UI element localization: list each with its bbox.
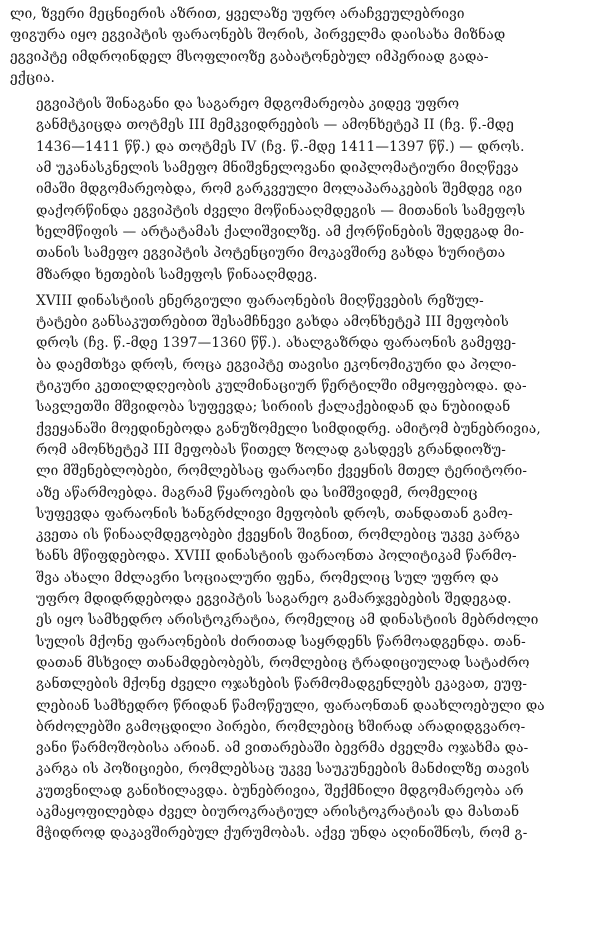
text-line: აზე აწარმოებდა. მაგრამ წყაროების და სიმშვიდემ, რომელიც (36, 484, 478, 501)
text-line: ლი მშენებლობები, რომლებსაც ფარაონი ქვეყნის მთელ ტერიტორი- (36, 463, 528, 480)
text-line: ვანი წარმოშობისა არიან. ამ ვითარებაში ბევრმა ძველმა ოჯახმა და- (36, 740, 529, 757)
text-line: განმტკიცდა თოტმეს III მემკვიდრეების — ამონხეტეპ II (ჩვ. წ.-მდე (36, 117, 515, 134)
text-line: ტიკური კეთილდღეობის კულმინაციურ წერტილში იმყოფებოდა. და- (36, 378, 527, 395)
text-line: 1436—1411 წწ.) და თოტმეს IV (ჩვ. წ.-მდე 1411—1397 წწ.) — დროს. (36, 138, 525, 155)
text-line: ფიგურა იყო ეგვიპტის ფარაონებს შორის, პირველმა დაისახა მიზნად (10, 27, 506, 44)
text-line: დროს (ჩვ. წ.-მდე 1397—1360 წწ.). ახალგაზრდა ფარაონის გამეფე- (36, 335, 517, 352)
text-line: კუთვნილად განიხილავდა. ბუნებრივია, შექმნილი მდგომარეობა არ (36, 782, 524, 799)
text-line: ამ უკანასკნელის სამეფო მნიშვნელოვანი დიპლომატიური მიღწევა (36, 160, 519, 177)
text-line: რომ ამონხეტეპ III მეფობას წითელ ზოლად გასდევს გრანდიოზუ- (36, 441, 507, 458)
paragraph-1 (10, 4, 598, 89)
text-line: ეგვიპტის შინაგანი და საგარეო მდგომარეობა კიდევ უფრო (36, 96, 460, 113)
text-line: განთლების მქონე ძველი ოჯახების წარმომადგენლებს ეკავათ, ეუფ- (36, 676, 528, 693)
text-line: ხელმწიფის — არტატამას ქალიშვილზე. ამ ქორწინების შედეგად მი- (36, 223, 525, 240)
text-line: ეს იყო სამხედრო არისტოკრატია, რომელიც ამ დინასტიის მებრძოლი (36, 612, 539, 629)
text-line: სუფევდა ფარაონის ხანგრძლივი მეფობის დროს, თანდათან გამო- (36, 505, 513, 522)
text-line: კარგა ის პოზიციები, რომლებსაც უკვე საუკუნეების მანძილზე თავის (36, 761, 530, 778)
text-line: ბა დაემთხვა დროს, როცა ეგვიპტე თავისი ეკონომიკური და პოლი- (36, 356, 517, 373)
text-line: კვეთა ის წინააღმდეგობები ქვეყნის შიგნით, რომლებიც უკვე კარგა (36, 527, 520, 544)
paragraph-2 (10, 94, 598, 286)
text-line: აკმაყოფილებდა ძველ ბიუროკრატიულ არისტოკრატიას და მასთან (36, 803, 520, 820)
text-line: სავლეთში მშვიდობა სუფევდა; სირიის ქალაქებიდან და ნუბიიდან (36, 399, 511, 416)
text-line: ლი, ზვერი მეცნიერის აზრით, ყველაზე უფრო არაჩვეულებრივი (10, 6, 465, 22)
text-line: ბრძოლებში გამოცდილი პირები, რომლებიც ხშირად არადიდგვარო- (36, 718, 526, 735)
text-line: დათან მსხვილ თანამდებობებს, რომლებიც ტრადიციულად სატაძრო (36, 654, 530, 671)
text-line: უფრო მდიდრდებოდა ეგვიპტის საგარეო გამარჯვებების შედეგად. (36, 591, 512, 608)
text-line: მზარდი ხეთების სამეფოს წინააღმდეგ. (36, 266, 318, 283)
text-line: ექცია. (10, 69, 55, 86)
text-line: ხანს მწიფდებოდა. XVIII დინასტიის ფარაონთა პოლიტიკამ წარმო- (36, 548, 517, 565)
text-line: ქვეყანაში მოედინებოდა განუზომელი სიმდიდრე. ამიტომ ბუნებრივია, (36, 420, 541, 437)
text-line: ლებიან სამხედრო წრიდან წამოწეული, ფარაონთან დაახლოებული და (36, 697, 545, 714)
text-line: ტატები განსაკუთრებით შესამჩნევი გახდა ამონხეტეპ III მეფობის (36, 314, 509, 331)
text-line: იმაში მდგომარეობდა, რომ გარკვეული მოლაპარაკების შემდეგ იგი (36, 181, 523, 198)
paragraph-3 (10, 291, 598, 845)
text-line: სულის მქონე ფარაონების ძირითად საყრდენს წარმოადგენდა. თან- (36, 633, 526, 650)
text-line: ეგვიპტე იმდროინდელ მსოფლიოზე გაბატონებულ იმპერიად გადა- (10, 48, 489, 65)
text-line: მჭიდროდ დაკავშირებულ ქურუმობას. აქვე უნდა აღინიშნოს, რომ გ- (36, 825, 528, 842)
text-line: დაქორწინდა ეგვიპტის ძველი მოწინააღმდეგის — მითანის სამეფოს (36, 202, 526, 219)
text-line: შვა ახალი მძლავრი სოციალური ფენა, რომელიც სულ უფრო და (36, 569, 499, 586)
text-line: თანის სამეფო ეგვიპტის პოტენციური მოკავშირე გახდა ხურიტთა (36, 245, 506, 262)
text-line: XVIII დინასტიის ენერგიული ფარაონების მიღწევების რეზულ- (36, 292, 484, 309)
